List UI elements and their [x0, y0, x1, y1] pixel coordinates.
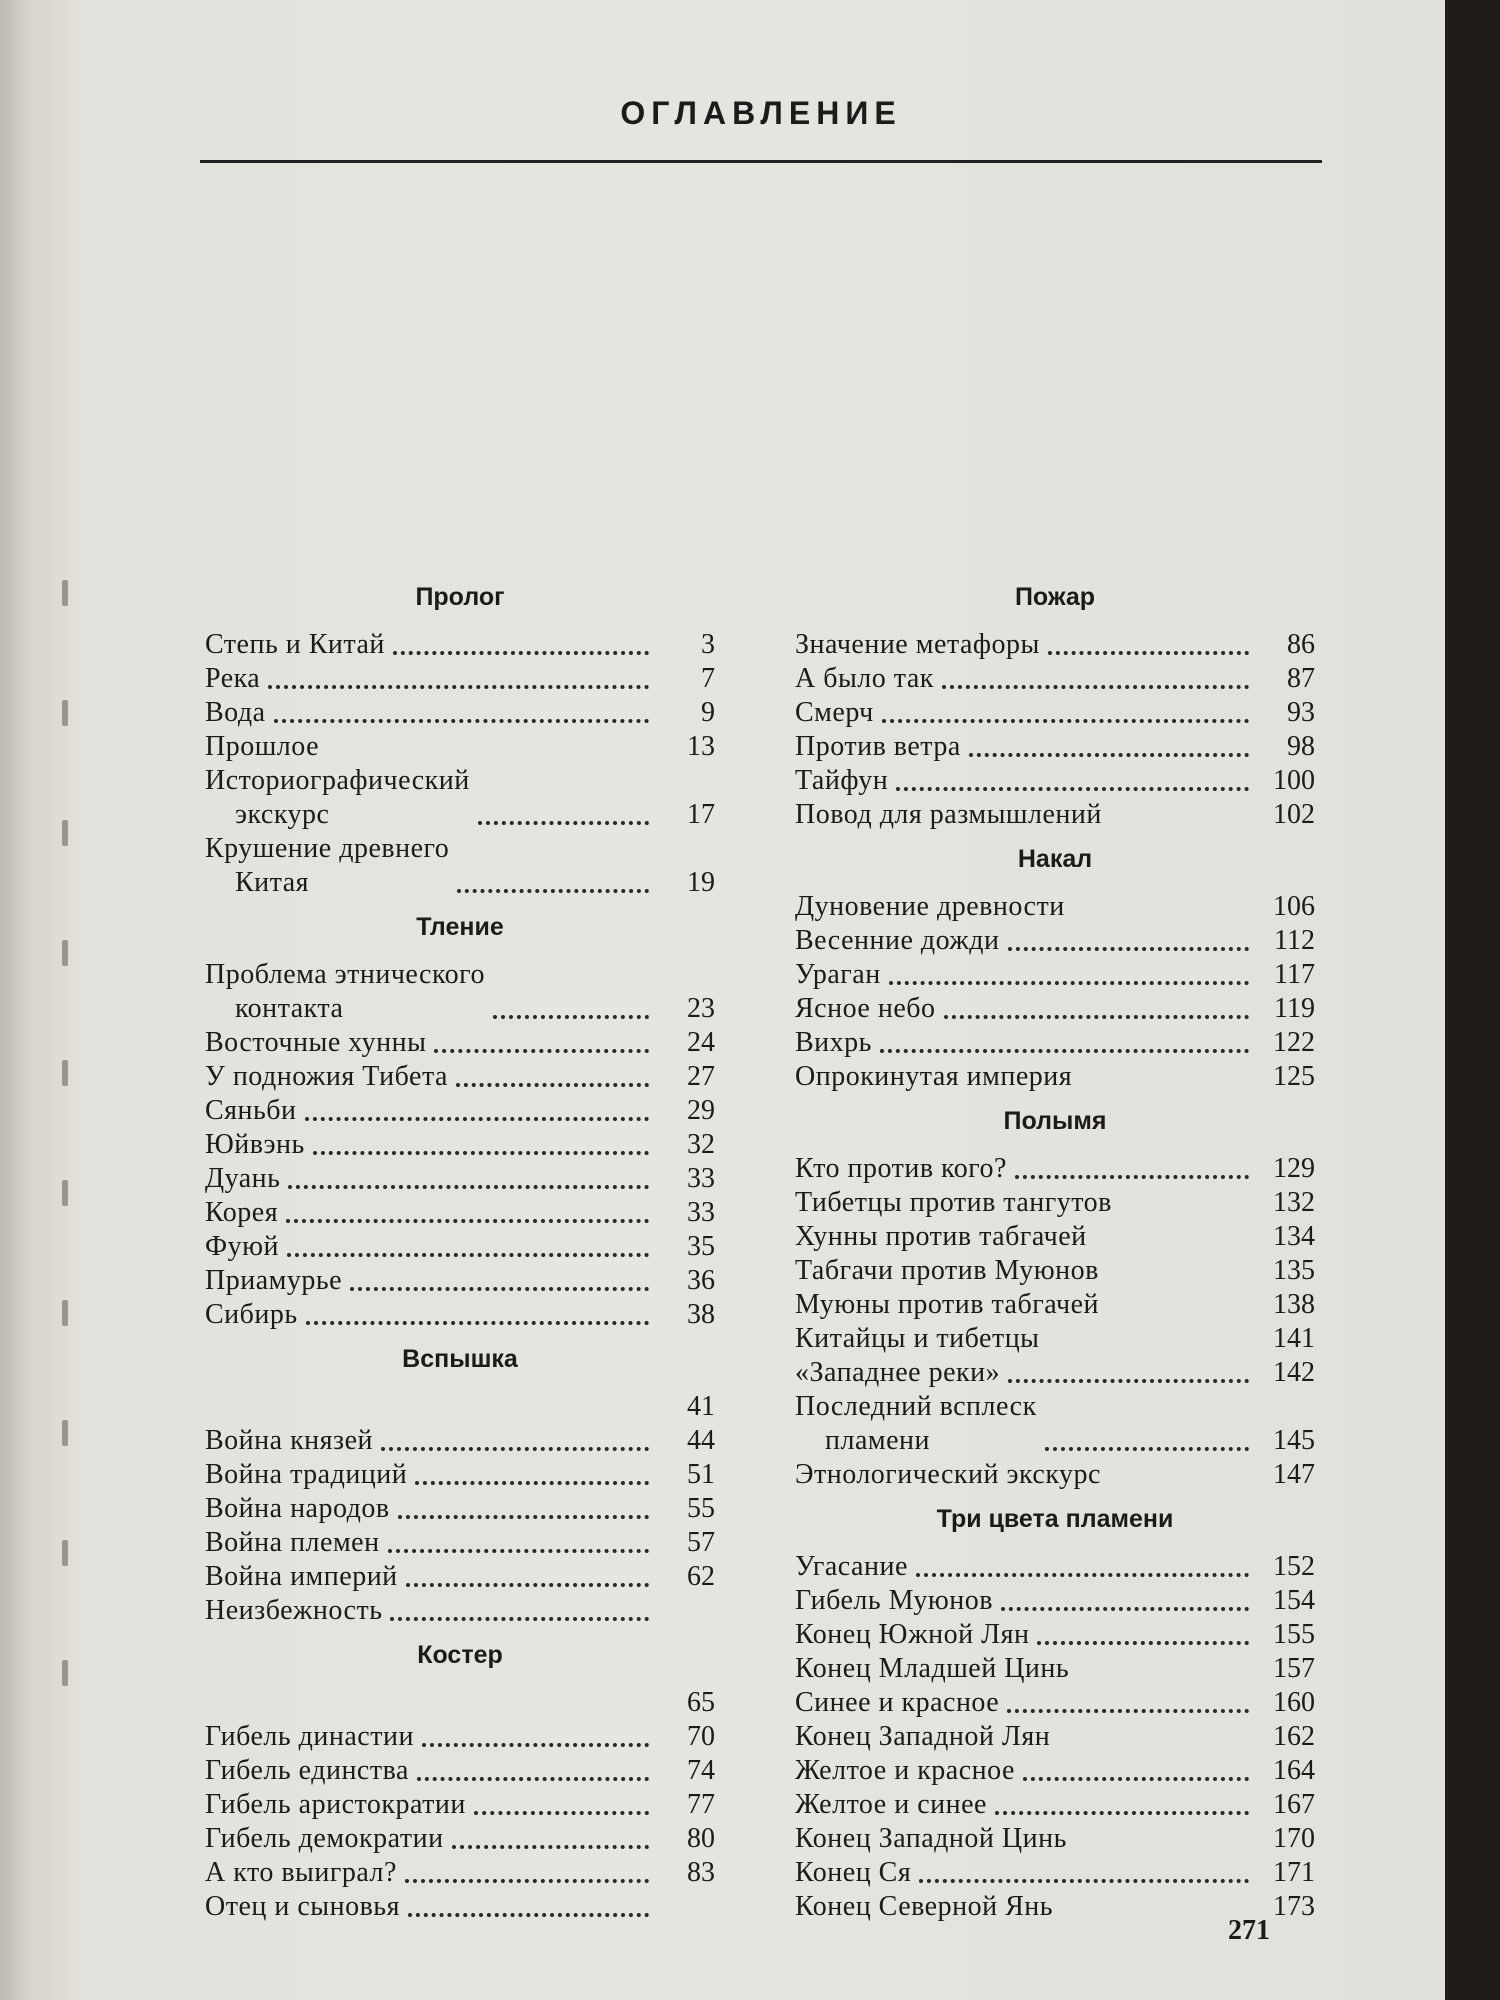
dot-leader — [381, 1447, 649, 1451]
entry-page-number: 13 — [687, 731, 715, 762]
entry-title: Угасание — [795, 1551, 908, 1582]
entry-title: Война князей — [205, 1425, 374, 1456]
entry-page-number: 70 — [687, 1721, 715, 1752]
stitch — [62, 1420, 68, 1446]
toc-section — [205, 1342, 715, 1628]
entry-title: Против ветра — [795, 731, 961, 762]
entry-title: Конец Северной Янь — [795, 1891, 1054, 1922]
dot-leader — [268, 685, 649, 689]
toc-section — [795, 1104, 1315, 1492]
toc-entry[interactable] — [205, 662, 715, 696]
entry-title: Хунны против табгачей — [795, 1221, 1087, 1252]
toc-entry[interactable] — [205, 696, 715, 730]
toc-entry[interactable] — [205, 958, 715, 1026]
toc-left-column — [205, 570, 715, 1924]
dot-leader — [405, 1879, 649, 1883]
dot-leader — [422, 1743, 649, 1747]
entry-page-number: 141 — [1273, 1323, 1315, 1354]
dot-leader — [434, 1049, 649, 1053]
dot-leader — [1120, 1209, 1249, 1213]
dot-leader — [456, 1083, 649, 1087]
entry-page-number: 3 — [701, 629, 715, 660]
entry-page-number: 132 — [1273, 1187, 1315, 1218]
toc-entry[interactable] — [795, 958, 1315, 992]
toc-entry[interactable] — [795, 696, 1315, 730]
entry-page-number: 135 — [1273, 1255, 1315, 1286]
entry-title: Значение метафоры — [795, 629, 1040, 660]
toc-entry[interactable] — [795, 1186, 1315, 1220]
entry-title-wrap — [205, 764, 470, 832]
toc-entry[interactable] — [205, 1594, 715, 1628]
dot-leader — [1107, 1277, 1249, 1281]
entry-title: Вода — [205, 697, 266, 728]
entry-title: Историографический — [205, 765, 470, 796]
dot-leader — [286, 1219, 649, 1223]
entry-title: Тибетцы против тангутов — [795, 1187, 1112, 1218]
entry-page-number: 154 — [1273, 1585, 1315, 1616]
toc-entry[interactable] — [205, 1890, 715, 1924]
toc-entry[interactable] — [795, 1754, 1315, 1788]
entry-title: «Западнее реки» — [795, 1357, 1001, 1388]
dot-leader — [398, 1515, 649, 1519]
toc-section — [205, 1638, 715, 1924]
toc-entry[interactable] — [795, 1322, 1315, 1356]
entry-title-wrap — [205, 958, 485, 1026]
entry-page-number: 27 — [687, 1061, 715, 1092]
entry-page-number: 35 — [687, 1231, 715, 1262]
dot-leader — [306, 1321, 649, 1325]
entry-page-number: 57 — [687, 1527, 715, 1558]
entry-title-wrap — [795, 1390, 1037, 1458]
section-title: Три цвета пламени — [936, 1505, 1174, 1533]
stitch — [62, 820, 68, 846]
toc-entry[interactable] — [795, 1390, 1315, 1458]
entry-title: Опрокинутая империя — [795, 1061, 1073, 1092]
toc-entry[interactable] — [205, 1060, 715, 1094]
dot-leader — [1007, 1709, 1249, 1713]
entry-page-number: 125 — [1273, 1061, 1315, 1092]
dot-leader — [944, 1015, 1249, 1019]
toc-section — [795, 1502, 1315, 1924]
toc-section — [205, 910, 715, 1332]
entry-page-number: 173 — [1273, 1891, 1315, 1922]
entry-title: Дуань — [205, 1163, 281, 1194]
toc-entry[interactable] — [795, 1652, 1315, 1686]
stitch — [62, 940, 68, 966]
toc-entry[interactable] — [795, 764, 1315, 798]
dot-leader — [287, 1253, 649, 1257]
dot-leader — [213, 1709, 649, 1713]
stitch — [62, 580, 68, 606]
page-title: ОГЛАВЛЕНИЕ — [620, 95, 902, 131]
entry-title: Отец и сыновья — [205, 1891, 400, 1922]
entry-title: Синее и красное — [795, 1687, 1000, 1718]
dot-leader — [350, 1287, 649, 1291]
entry-page-number: 77 — [687, 1789, 715, 1820]
dot-leader — [896, 787, 1249, 791]
entry-title: Конец Западной Цинь — [795, 1823, 1067, 1854]
toc-entry[interactable] — [205, 1458, 715, 1492]
entry-title: Сяньби — [205, 1095, 297, 1126]
entry-title: Река — [205, 663, 261, 694]
dot-leader — [1110, 821, 1249, 825]
dot-leader — [880, 1049, 1249, 1053]
dot-leader — [916, 1573, 1249, 1577]
entry-page-number: 134 — [1273, 1221, 1315, 1252]
entry-page-number: 74 — [687, 1755, 715, 1786]
dot-leader — [274, 719, 649, 723]
dot-leader — [1001, 1607, 1249, 1611]
toc-entry[interactable] — [205, 1720, 715, 1754]
entry-title: А было так — [795, 663, 934, 694]
dot-leader — [1095, 1243, 1249, 1247]
toc-entry[interactable] — [205, 1822, 715, 1856]
entry-page-number: 36 — [687, 1265, 715, 1296]
entry-page-number: 167 — [1273, 1789, 1315, 1820]
dot-leader — [327, 753, 649, 757]
entry-title: Этнологический экскурс — [795, 1459, 1101, 1490]
stitch — [62, 1060, 68, 1086]
entry-title: Гибель Муюнов — [795, 1585, 993, 1616]
entry-title: Весенние дожди — [795, 925, 1000, 956]
entry-title-continued: контакта — [235, 993, 344, 1024]
entry-title: Конец Западной Лян — [795, 1721, 1051, 1752]
entry-page-number: 160 — [1273, 1687, 1315, 1718]
dot-leader — [415, 1481, 649, 1485]
entry-page-number: 33 — [687, 1163, 715, 1194]
toc-entry[interactable] — [795, 1254, 1315, 1288]
entry-page-number: 106 — [1273, 891, 1315, 922]
toc-entry[interactable] — [795, 730, 1315, 764]
stitch — [62, 700, 68, 726]
entry-page-number: 170 — [1273, 1823, 1315, 1854]
toc-entry[interactable] — [795, 1720, 1315, 1754]
entry-page-number: 102 — [1273, 799, 1315, 830]
toc-entry[interactable] — [795, 662, 1315, 696]
entry-page-number: 98 — [1287, 731, 1315, 762]
dot-leader — [1058, 1743, 1249, 1747]
toc-entry[interactable] — [795, 1152, 1315, 1186]
toc-entry[interactable] — [795, 798, 1315, 832]
dot-leader — [882, 719, 1249, 723]
dot-leader — [1048, 651, 1249, 655]
toc-entry[interactable] — [795, 1788, 1315, 1822]
entry-title: Крушение древнего — [205, 833, 450, 864]
toc-entry[interactable] — [795, 890, 1315, 924]
entry-page-number: 87 — [1287, 663, 1315, 694]
entry-page-number: 155 — [1273, 1619, 1315, 1650]
toc-entry[interactable] — [205, 1128, 715, 1162]
toc-entry[interactable] — [205, 1560, 715, 1594]
dot-leader — [1008, 947, 1249, 951]
entry-title: Гибель аристократии — [205, 1789, 466, 1820]
dot-leader — [889, 981, 1249, 985]
entry-title: А кто выиграл? — [205, 1857, 397, 1888]
dot-leader — [1107, 1311, 1249, 1315]
toc-entry[interactable] — [205, 1492, 715, 1526]
dot-leader — [474, 1811, 649, 1815]
section-title: Полымя — [1003, 1107, 1107, 1135]
dot-leader — [213, 1413, 649, 1417]
dot-leader — [1023, 1777, 1249, 1781]
toc-entry[interactable] — [205, 1264, 715, 1298]
entry-title-continued: экскурс — [235, 799, 330, 830]
toc-entry[interactable] — [795, 992, 1315, 1026]
section-title: Пожар — [1014, 583, 1096, 611]
toc-entry[interactable] — [795, 924, 1315, 958]
section-title: Пролог — [415, 583, 505, 611]
entry-page-number: 9 — [701, 697, 715, 728]
entry-title: Война империй — [205, 1561, 398, 1592]
entry-title: Муюны против табгачей — [795, 1289, 1100, 1320]
entry-title: Гибель династии — [205, 1721, 414, 1752]
entry-page-number: 145 — [1273, 1425, 1315, 1456]
toc-entry[interactable] — [205, 1026, 715, 1060]
entry-page-number: 38 — [687, 1299, 715, 1330]
entry-page-number: 129 — [1273, 1153, 1315, 1184]
entry-title: Война народов — [205, 1493, 390, 1524]
dot-leader — [390, 1617, 649, 1621]
entry-title: Фуюй — [205, 1231, 280, 1262]
entry-page-number: 83 — [687, 1857, 715, 1888]
dot-leader — [1008, 1379, 1249, 1383]
entry-page-number: 62 — [687, 1561, 715, 1592]
entry-title: Кто против кого? — [795, 1153, 1007, 1184]
dot-leader — [1045, 1447, 1249, 1451]
dot-leader — [1037, 1641, 1249, 1645]
entry-page-number: 80 — [687, 1823, 715, 1854]
entry-title: Конец Южной Лян — [795, 1619, 1030, 1650]
toc-entry[interactable] — [205, 764, 715, 832]
entry-page-number: 147 — [1273, 1459, 1315, 1490]
entry-title: Гибель единства — [205, 1755, 409, 1786]
toc-entry[interactable] — [795, 1686, 1315, 1720]
toc-entry[interactable] — [795, 1220, 1315, 1254]
stitch — [62, 1300, 68, 1326]
toc-entry[interactable] — [205, 1230, 715, 1264]
entry-title: Желтое и красное — [795, 1755, 1015, 1786]
section-title: Костер — [417, 1641, 503, 1669]
dot-leader — [919, 1879, 1249, 1883]
dot-leader — [457, 889, 649, 893]
toc-entry[interactable] — [205, 1196, 715, 1230]
entry-title: Конец Младшей Цинь — [795, 1653, 1070, 1684]
dot-leader — [493, 1015, 649, 1019]
dot-leader — [313, 1151, 649, 1155]
toc-entry[interactable] — [795, 1060, 1315, 1094]
entry-title: Повод для размышлений — [795, 799, 1102, 830]
toc-right-column — [795, 570, 1315, 1924]
stitch — [62, 1180, 68, 1206]
toc-entry[interactable] — [795, 1618, 1315, 1652]
entry-title: Дуновение древности — [795, 891, 1065, 922]
entry-title: Смерч — [795, 697, 874, 728]
toc-entry[interactable] — [795, 1822, 1315, 1856]
page-number: 271 — [1228, 1915, 1270, 1946]
entry-title: Восточные хунны — [205, 1027, 427, 1058]
dot-leader — [388, 1549, 649, 1553]
dot-leader — [305, 1117, 649, 1121]
toc-entry[interactable] — [795, 1026, 1315, 1060]
dot-leader — [1048, 1345, 1250, 1349]
entry-page-number: 93 — [1287, 697, 1315, 728]
section-title: Накал — [1017, 845, 1093, 873]
entry-page-number: 157 — [1273, 1653, 1315, 1684]
dot-leader — [393, 651, 649, 655]
stitch — [62, 1540, 68, 1566]
entry-page-number: 164 — [1273, 1755, 1315, 1786]
entry-title: Война племен — [205, 1527, 380, 1558]
dot-leader — [406, 1583, 649, 1587]
entry-page-number: 65 — [687, 1687, 715, 1718]
entry-page-number: 23 — [687, 993, 715, 1024]
toc-entry[interactable] — [795, 628, 1315, 662]
entry-page-number: 17 — [687, 799, 715, 830]
dot-leader — [408, 1913, 649, 1917]
entry-page-number: 24 — [687, 1027, 715, 1058]
entry-title: У подножия Тибета — [205, 1061, 448, 1092]
toc-entry[interactable] — [205, 1298, 715, 1332]
entry-page-number: 29 — [687, 1095, 715, 1126]
entry-title: Степь и Китай — [205, 629, 385, 660]
dot-leader — [1061, 1913, 1249, 1917]
toc-entry[interactable] — [205, 1754, 715, 1788]
toc-entry[interactable] — [205, 1788, 715, 1822]
entry-page-number: 51 — [687, 1459, 715, 1490]
entry-title: Неизбежность — [205, 1595, 383, 1626]
dot-leader — [1080, 1083, 1249, 1087]
toc-entry[interactable] — [205, 1526, 715, 1560]
entry-page-number: 117 — [1274, 959, 1315, 990]
dot-leader — [478, 821, 649, 825]
toc-entry[interactable] — [205, 1390, 715, 1424]
entry-page-number: 122 — [1273, 1027, 1315, 1058]
entry-page-number: 152 — [1273, 1551, 1315, 1582]
toc-entry[interactable] — [795, 1458, 1315, 1492]
dot-leader — [288, 1185, 649, 1189]
entry-page-number: 44 — [687, 1425, 715, 1456]
toc-entry[interactable] — [205, 1686, 715, 1720]
entry-title: Конец Ся — [795, 1857, 912, 1888]
entry-title: Последний всплеск — [795, 1391, 1037, 1422]
entry-page-number: 119 — [1274, 993, 1315, 1024]
dot-leader — [417, 1777, 649, 1781]
entry-title: Проблема этнического — [205, 959, 485, 990]
dot-leader — [452, 1845, 649, 1849]
dot-leader — [1015, 1175, 1249, 1179]
entry-page-number: 32 — [687, 1129, 715, 1160]
entry-title: Табгачи против Муюнов — [795, 1255, 1099, 1286]
dot-leader — [942, 685, 1249, 689]
dot-leader — [969, 753, 1249, 757]
entry-page-number: 86 — [1287, 629, 1315, 660]
dot-leader — [995, 1811, 1249, 1815]
entry-page-number: 112 — [1274, 925, 1315, 956]
entry-page-number: 100 — [1273, 765, 1315, 796]
toc-entry[interactable] — [205, 832, 715, 900]
toc-entry[interactable] — [795, 1288, 1315, 1322]
entry-page-number: 138 — [1273, 1289, 1315, 1320]
toc-section — [795, 842, 1315, 1094]
entry-title: Корея — [205, 1197, 279, 1228]
entry-page-number: 55 — [687, 1493, 715, 1524]
entry-page-number: 142 — [1273, 1357, 1315, 1388]
toc-entry[interactable] — [795, 1856, 1315, 1890]
entry-title-wrap — [205, 832, 449, 900]
entry-title: Война традиций — [205, 1459, 408, 1490]
dot-leader — [1077, 1675, 1249, 1679]
entry-title: Вихрь — [795, 1027, 872, 1058]
entry-page-number: 41 — [687, 1391, 715, 1422]
entry-page-number: 19 — [687, 867, 715, 898]
entry-page-number: 33 — [687, 1197, 715, 1228]
dot-leader — [1109, 1481, 1249, 1485]
entry-title: Ясное небо — [795, 993, 936, 1024]
section-title: Вспышка — [402, 1345, 518, 1373]
entry-page-number: 171 — [1273, 1857, 1315, 1888]
dot-leader — [1073, 913, 1249, 917]
dot-leader — [1075, 1845, 1249, 1849]
toc-entry[interactable] — [205, 1856, 715, 1890]
entry-title-continued: пламени — [825, 1425, 930, 1456]
binding-stitches — [62, 580, 68, 1780]
toc-entry[interactable] — [205, 1162, 715, 1196]
entry-title: Ураган — [795, 959, 881, 990]
section-title: Тление — [416, 913, 504, 941]
toc-entry[interactable] — [795, 1584, 1315, 1618]
stitch — [62, 1660, 68, 1686]
toc-entry[interactable] — [205, 1094, 715, 1128]
entry-title: Тайфун — [795, 765, 889, 796]
toc-entry[interactable] — [205, 730, 715, 764]
entry-title: Сибирь — [205, 1299, 298, 1330]
entry-title: Юйвэнь — [205, 1129, 305, 1160]
toc-entry[interactable] — [795, 1356, 1315, 1390]
title-rule — [200, 160, 1322, 163]
toc-section — [795, 580, 1315, 832]
toc-section — [205, 580, 715, 900]
entry-title-continued: Китая — [235, 867, 310, 898]
toc-entry[interactable] — [795, 1550, 1315, 1584]
entry-page-number: 162 — [1273, 1721, 1315, 1752]
entry-title: Желтое и синее — [795, 1789, 987, 1820]
entry-page-number: 7 — [701, 663, 715, 694]
entry-title: Китайцы и тибетцы — [795, 1323, 1040, 1354]
toc-entry[interactable] — [205, 628, 715, 662]
entry-title: Приамурье — [205, 1265, 343, 1296]
entry-title: Прошлое — [205, 731, 320, 762]
toc-entry[interactable] — [205, 1424, 715, 1458]
entry-title: Гибель демократии — [205, 1823, 444, 1854]
